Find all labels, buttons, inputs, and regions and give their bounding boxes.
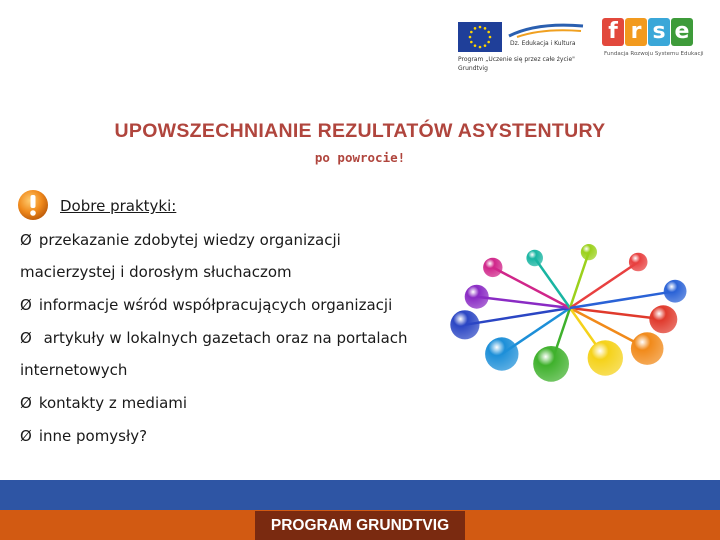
frse-letter-s: s: [648, 18, 670, 46]
colored-sphere: [581, 244, 597, 260]
frse-letter-f: f: [602, 18, 624, 46]
frse-letter-e: e: [671, 18, 693, 46]
connector-line: [570, 262, 638, 308]
connector-line: [493, 267, 570, 308]
colored-sphere: [485, 337, 518, 370]
eu-logo-text-1: Dz. Edukacja i Kultura: [510, 40, 576, 47]
eu-logo-text-2: Program „Uczenie się przez całe życie": [458, 56, 575, 63]
frse-letters: [602, 18, 693, 48]
bullet-text: kontakty z mediami: [38, 394, 188, 412]
colored-sphere: [649, 305, 677, 333]
bullet-item: [20, 296, 392, 314]
arrow-bullet-icon: Ø: [20, 427, 32, 445]
colored-sphere: [588, 340, 623, 375]
colored-sphere: [631, 332, 664, 365]
frse-subtitle: Fundacja Rozwoju Systemu Edukacji: [604, 51, 704, 57]
bullet-text: artykuły w lokalnych gazetach oraz na portalach: [38, 329, 408, 347]
colored-sphere: [664, 280, 687, 303]
colored-sphere: [450, 310, 479, 339]
bullet-continuation: macierzystej i dorosłym słuchaczom: [20, 263, 292, 281]
colored-sphere: [465, 285, 489, 309]
bullet-text: inne pomysły?: [38, 427, 148, 445]
footer-blue-band: [0, 480, 720, 510]
connector-line: [570, 252, 589, 308]
connector-line: [477, 297, 570, 308]
connector-line: [570, 291, 675, 308]
exclamation-warning-icon: [17, 189, 49, 221]
slide-title: UPOWSZECHNIANIE REZULTATÓW ASYSTENTURY: [114, 120, 606, 142]
arrow-bullet-icon: Ø: [20, 296, 32, 314]
arrow-bullet-icon: Ø: [20, 231, 32, 249]
bullet-text: informacje wśród współpracujących organizacji: [38, 296, 393, 314]
arrow-bullet-icon: Ø: [20, 329, 32, 347]
connector-line: [570, 308, 663, 319]
bullet-continuation: internetowych: [20, 361, 128, 379]
bullet-item: [20, 329, 408, 347]
arrow-bullet-icon: Ø: [20, 394, 32, 412]
connector-line: [465, 308, 570, 325]
frse-logo: [602, 18, 708, 62]
colored-sphere: [533, 346, 569, 382]
eu-logo-text-3: Grundtvig: [458, 65, 488, 72]
bullet-item: [20, 427, 147, 445]
connector-line: [535, 258, 570, 308]
section-heading: Dobre praktyki:: [60, 197, 177, 215]
colored-sphere: [629, 253, 648, 272]
bullet-item: [20, 231, 341, 249]
eu-flag-icon: [458, 22, 502, 52]
colored-sphere: [483, 258, 502, 277]
lifelong-learning-swoosh-icon: [507, 20, 585, 38]
bullet-text: przekazanie zdobytej wiedzy organizacji: [38, 231, 341, 249]
frse-letter-r: r: [625, 18, 647, 46]
bullet-item: [20, 394, 187, 412]
colored-spheres-network-image: [440, 236, 700, 386]
colored-sphere: [526, 250, 543, 267]
slide-subtitle: po powrocie!: [314, 150, 406, 165]
footer-program-label: PROGRAM GRUNDTVIG: [255, 511, 465, 540]
eu-lifelong-learning-logo: [455, 18, 585, 80]
